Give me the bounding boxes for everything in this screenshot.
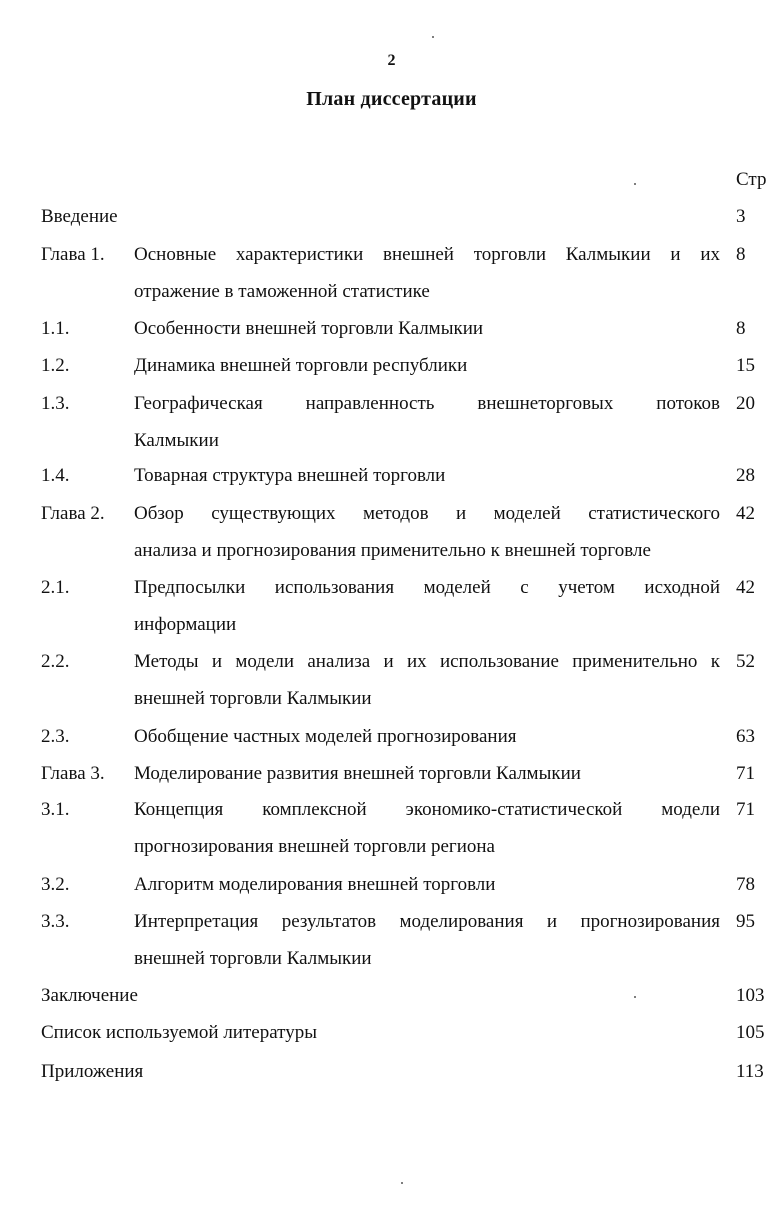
- toc-entry-page: 63: [736, 726, 755, 747]
- toc-entry-number: 1.2.: [41, 355, 70, 376]
- toc-entry-title: Введение: [41, 206, 118, 227]
- toc-entry-page: 42: [736, 503, 755, 524]
- toc-entry-page: 28: [736, 465, 755, 486]
- toc-entry-title: [134, 385, 720, 459]
- toc-entry-number: 3.3.: [41, 911, 70, 932]
- toc-entry-page: 105: [736, 1022, 765, 1043]
- toc-entry-title: Приложения: [41, 1061, 144, 1082]
- toc-entry-title-line: Динамика внешней торговли республики: [134, 355, 468, 376]
- toc-entry-number: 3.1.: [41, 799, 70, 820]
- toc-entry-title: [134, 347, 720, 384]
- toc-entry-title: [134, 755, 720, 792]
- scan-speck: [401, 1182, 403, 1184]
- toc-entry-page: 8: [736, 318, 746, 339]
- toc-entry-title: [134, 903, 720, 977]
- toc-entry-page: 113: [736, 1061, 764, 1082]
- toc-entry-page: 20: [736, 393, 755, 414]
- toc-entry-title: [134, 457, 720, 494]
- toc-entry-title: [134, 310, 720, 347]
- toc-entry-number: Глава 3.: [41, 763, 105, 784]
- toc-entry-number: Глава 1.: [41, 244, 105, 265]
- toc-entry-title-line: Калмыкии: [134, 430, 219, 451]
- toc-entry-title-line: Методы и модели анализа и их использование применительно к: [134, 651, 720, 672]
- toc-entry-page: 15: [736, 355, 755, 376]
- toc-entry-title: [134, 643, 720, 717]
- toc-entry-title-line: Особенности внешней торговли Калмыкии: [134, 318, 484, 339]
- toc-entry-title-line: Предпосылки использования моделей с учетом исходной: [134, 577, 720, 598]
- scan-speck: [432, 36, 434, 38]
- toc-entry-title-line: Алгоритм моделирования внешней торговли: [134, 874, 496, 895]
- toc-entry-title-line: внешней торговли Калмыкии: [134, 948, 372, 969]
- toc-entry-page: 3: [736, 206, 746, 227]
- toc-entry-number: 2.2.: [41, 651, 70, 672]
- toc-entry-number: 1.1.: [41, 318, 70, 339]
- toc-entry-title-line: внешней торговли Калмыкии: [134, 688, 372, 709]
- toc-entry-title-line: прогнозирования внешней торговли региона: [134, 836, 495, 857]
- toc-entry-page: 95: [736, 911, 755, 932]
- toc-entry-title: Список используемой литературы: [41, 1022, 317, 1043]
- scan-speck: [634, 183, 636, 185]
- toc-entry-number: Глава 2.: [41, 503, 105, 524]
- toc-entry-title-line: Товарная структура внешней торговли: [134, 465, 446, 486]
- toc-entry-title-line: Обзор существующих методов и моделей статистического: [134, 503, 720, 524]
- toc-entry-number: 1.3.: [41, 393, 70, 414]
- toc-entry-page: 71: [736, 763, 755, 784]
- toc-entry-page: 78: [736, 874, 755, 895]
- toc-entry-title-line: Моделирование развития внешней торговли Калмыкии: [134, 763, 581, 784]
- toc-entry-title-line: Концепция комплексной экономико-статистической модели: [134, 799, 720, 820]
- toc-entry-page: 42: [736, 577, 755, 598]
- toc-entry-title-line: Обобщение частных моделей прогнозирования: [134, 726, 517, 747]
- toc-entry-title: [134, 495, 720, 569]
- toc-entry-page: 71: [736, 799, 755, 820]
- toc-entry-title-line: информации: [134, 614, 237, 635]
- toc-entry-title: Заключение: [41, 985, 138, 1006]
- toc-entry-title-line: Географическая направленность внешнеторговых потоков: [134, 393, 720, 414]
- page-title: План диссертации: [306, 88, 477, 110]
- toc-entry-title: [134, 718, 720, 755]
- toc-entry-page: 103: [736, 985, 765, 1006]
- page-number: 2: [387, 52, 396, 69]
- toc-entry-number: 3.2.: [41, 874, 70, 895]
- toc-entry-page: 52: [736, 651, 755, 672]
- toc-entry-title-line: анализа и прогнозирования применительно к внешней торговле: [134, 540, 651, 561]
- toc-entry-title: [134, 866, 720, 903]
- toc-entry-title-line: отражение в таможенной статистике: [134, 281, 430, 302]
- toc-entry-title: [134, 791, 720, 865]
- scan-speck: [634, 996, 636, 998]
- toc-entry-title: [134, 569, 720, 643]
- page-column-label: Стр: [736, 169, 767, 190]
- toc-entry-title-line: Интерпретация результатов моделирования и прогнозирования: [134, 911, 720, 932]
- toc-entry-page: 8: [736, 244, 746, 265]
- toc-entry-number: 1.4.: [41, 465, 70, 486]
- toc-entry-number: 2.1.: [41, 577, 70, 598]
- toc-entry-title-line: Основные характеристики внешней торговли Калмыкии и их: [134, 244, 720, 265]
- toc-entry-title: [134, 236, 720, 310]
- toc-entry-number: 2.3.: [41, 726, 70, 747]
